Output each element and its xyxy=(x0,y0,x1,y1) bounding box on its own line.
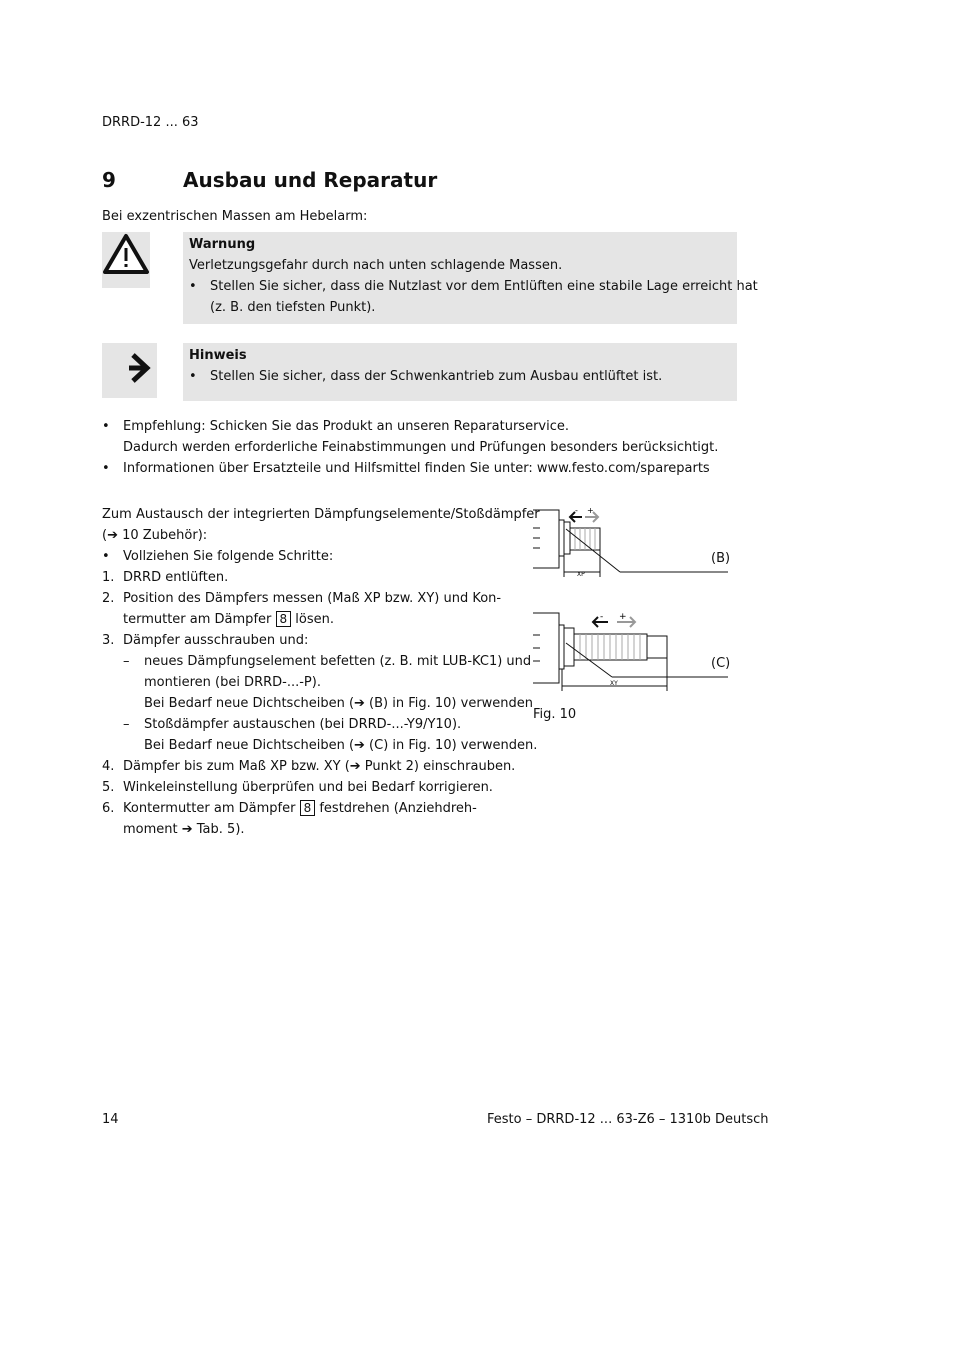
minus-sign-c: - xyxy=(600,612,604,622)
damper-b-drawing xyxy=(533,510,731,577)
procedure-bullet: • Vollziehen Sie folgende Schritte: xyxy=(102,549,334,564)
warning-icon-box xyxy=(102,232,150,288)
step-3: 3. Dämpfer ausschrauben und: xyxy=(102,633,309,648)
procedure-lead: Zum Austausch der integrierten Dämpfungselemente/Stoßdämpfer xyxy=(102,507,540,522)
hint-icon-box xyxy=(102,343,157,398)
step-3b: – Stoßdämpfer austauschen (bei DRRD-...-Y9/Y10). xyxy=(123,717,462,732)
list-item-cont: Dadurch werden erforderliche Feinabstimmungen und Prüfungen besonders berücksichtigt. xyxy=(123,440,719,455)
hint-box xyxy=(183,343,737,401)
step-3b-note: Bei Bedarf neue Dichtscheiben (➔ (C) in Fig. 10) verwenden. xyxy=(144,738,538,753)
damper-c-drawing xyxy=(533,613,731,691)
warning-box xyxy=(183,232,758,324)
step-6: 6. Kontermutter am Dämpfer 8 festdrehen (Anziehdreh- xyxy=(102,801,477,816)
figure-label-b: (B) xyxy=(711,551,731,566)
page-header: DRRD-12 ... 63 xyxy=(102,115,199,130)
procedure-section xyxy=(102,504,540,840)
figure-10-drawing xyxy=(530,505,730,695)
step-3a-note: Bei Bedarf neue Dichtscheiben (➔ (B) in Fig. 10) verwenden xyxy=(144,696,534,711)
list-item: • Informationen über Ersatzteile und Hilfsmittel finden Sie unter: www.festo.com/spareparts xyxy=(102,461,710,476)
hint-title: Hinweis xyxy=(189,348,247,363)
step-2-cont: termutter am Dämpfer 8 lösen. xyxy=(123,612,334,627)
plus-sign-b: + xyxy=(587,506,594,515)
warning-bullet-cont: (z. B. den tiefsten Punkt). xyxy=(210,300,376,315)
step-6-cont: moment ➔ Tab. 5). xyxy=(123,822,245,837)
warning-triangle-icon xyxy=(102,232,150,288)
step-4: 4. Dämpfer bis zum Maß XP bzw. XY (➔ Punkt 2) einschrauben. xyxy=(102,759,516,774)
arrow-right-icon xyxy=(102,343,157,398)
step-5: 5. Winkeleinstellung überprüfen und bei Bedarf korrigieren. xyxy=(102,780,493,795)
list-item: • Empfehlung: Schicken Sie das Produkt an unseren Reparaturservice. xyxy=(102,419,569,434)
procedure-lead-cont: (➔ 10 Zubehör): xyxy=(102,528,208,543)
footer-document: Festo – DRRD-12 ... 63-Z6 – 1310b Deutsch xyxy=(487,1112,769,1127)
ref-8: 8 xyxy=(300,800,316,816)
hint-bullet: • Stellen Sie sicher, dass der Schwenkantrieb zum Ausbau entlüftet ist. xyxy=(189,369,663,384)
step-3a-cont: montieren (bei DRRD-...-P). xyxy=(144,675,321,690)
page-number: 14 xyxy=(102,1112,119,1127)
warning-title: Warnung xyxy=(189,237,256,252)
chapter-number: 9 xyxy=(102,168,116,192)
figure-label-c: (C) xyxy=(711,656,731,671)
warning-bullet: • Stellen Sie sicher, dass die Nutzlast vor dem Entlüften eine stabile Lage erreicht hat xyxy=(189,279,758,294)
minus-sign-b: - xyxy=(575,506,578,515)
dim-xp-label: XP xyxy=(577,571,585,578)
step-2: 2. Position des Dämpfers messen (Maß XP bzw. XY) und Kon- xyxy=(102,591,502,606)
ref-8: 8 xyxy=(276,611,292,627)
dim-xy-label: XY xyxy=(610,680,618,687)
step-1: 1. DRRD entlüften. xyxy=(102,570,229,585)
plus-sign-c: + xyxy=(619,612,627,622)
warning-text: Verletzungsgefahr durch nach unten schlagende Massen. xyxy=(189,258,563,273)
figure-caption: Fig. 10 xyxy=(533,707,577,722)
step-3a: – neues Dämpfungselement befetten (z. B. mit LUB-KC1) und xyxy=(123,654,532,669)
recommendation-list xyxy=(102,416,718,479)
chapter-title: Ausbau und Reparatur xyxy=(183,168,438,192)
intro-text: Bei exzentrischen Massen am Hebelarm: xyxy=(102,209,368,224)
